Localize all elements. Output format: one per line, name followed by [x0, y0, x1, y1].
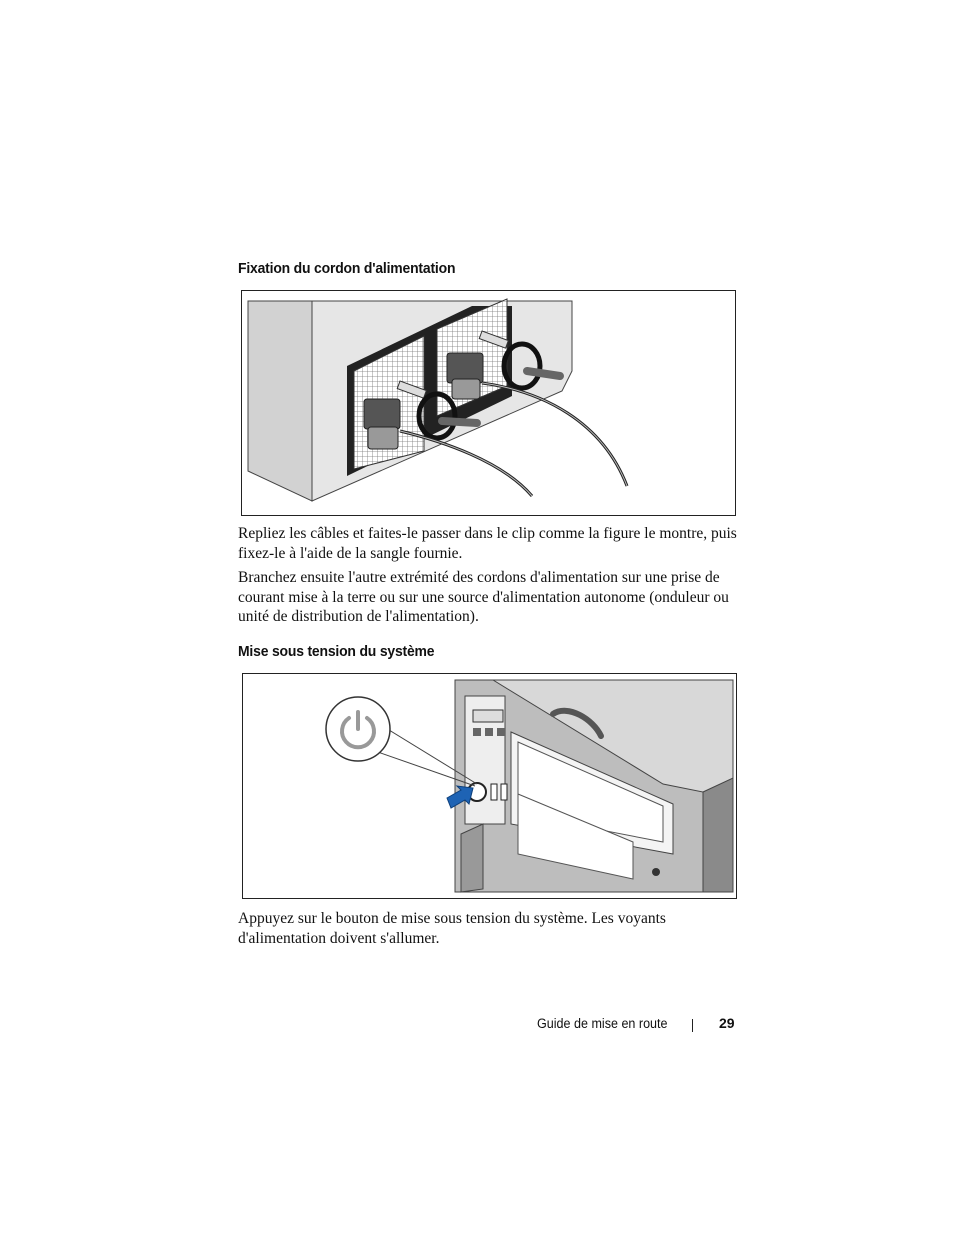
- paragraph-press-power: Appuyez sur le bouton de mise sous tension du système. Les voyants d'alimentation doivent s'allumer.: [238, 910, 666, 947]
- figure-power-on-illustration: [242, 673, 737, 899]
- footer-separator: [692, 1019, 693, 1032]
- footer-guide-title: Guide de mise en route: [537, 1016, 668, 1031]
- paragraph-connect-outlet: Branchez ensuite l'autre extrémité des cordons d'alimentation sur une prise de courant mise à la terre ou sur une source d'alimentation autonome (onduleur ou unité de distribution de l'alimentation).: [238, 569, 729, 625]
- section-heading-power-on: Mise sous tension du système: [238, 643, 435, 660]
- figure-power-cord-illustration: [241, 290, 736, 516]
- power-cord-drawing: [242, 291, 735, 515]
- paragraph-route-cables: Repliez les câbles et faites-le passer dans le clip comme la figure le montre, puis fixez-le à l'aide de la sangle fournie.: [238, 525, 737, 562]
- footer-page-number: 29: [719, 1015, 735, 1031]
- power-on-drawing: [243, 674, 736, 898]
- section-heading-power-cord: Fixation du cordon d'alimentation: [238, 260, 456, 277]
